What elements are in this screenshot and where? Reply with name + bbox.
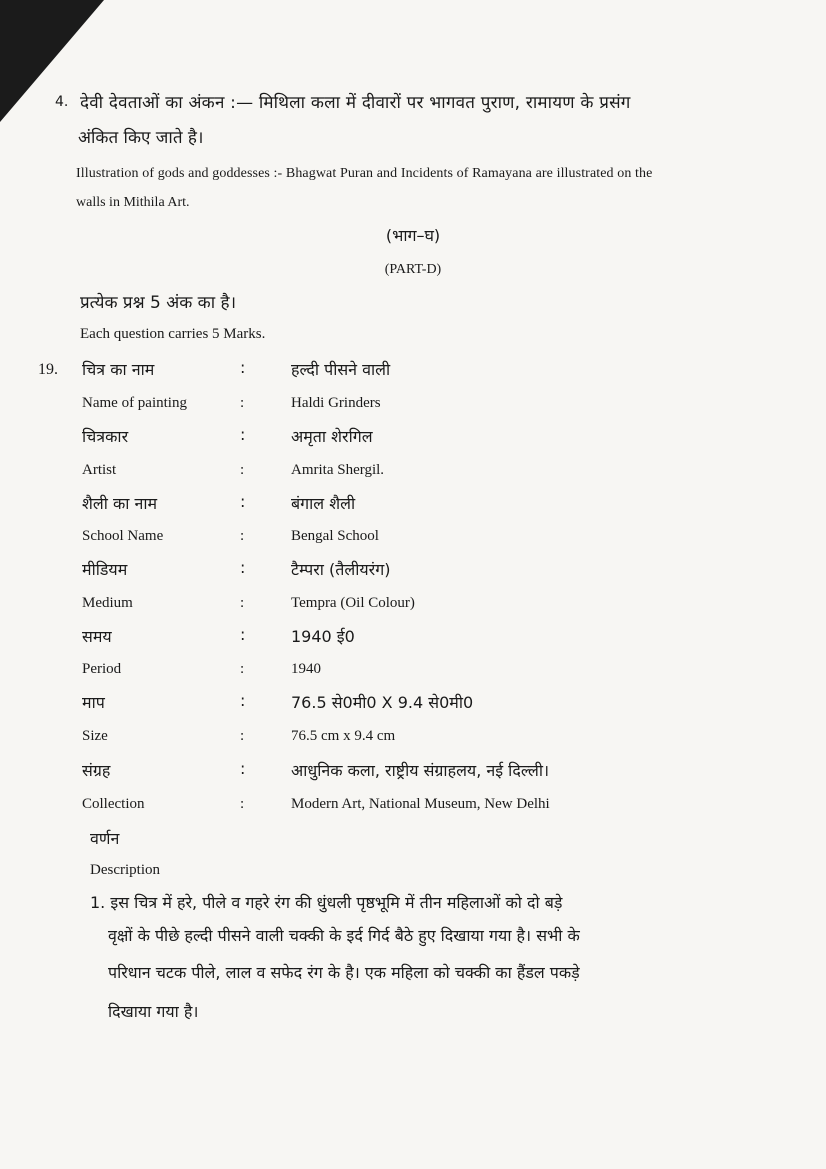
description-paragraph-line: 1. इस चित्र में हरे, पीले व गहरे रंग की धुंधली पृष्ठभूमि में तीन महिलाओं को दो बड़े <box>90 893 563 912</box>
row-label: संग्रह <box>82 761 111 780</box>
row-colon: : <box>240 728 245 744</box>
marks-note-hindi: प्रत्येक प्रश्न 5 अंक का है। <box>80 293 237 313</box>
detail-row <box>0 759 826 781</box>
row-value: टैम्परा (तैलीयरंग) <box>291 560 391 579</box>
row-value: बंगाल शैली <box>291 494 356 513</box>
row-label: School Name <box>82 528 164 544</box>
detail-row <box>0 595 826 617</box>
row-colon: : <box>240 462 245 478</box>
detail-row <box>0 528 826 550</box>
detail-row <box>0 691 826 713</box>
row-colon: : <box>240 796 245 812</box>
q4-english-line-2: walls in Mithila Art. <box>76 195 190 210</box>
row-value: 1940 ई0 <box>291 627 355 646</box>
row-colon: : <box>240 661 245 677</box>
row-colon: : <box>240 595 245 611</box>
row-value: Bengal School <box>291 528 379 544</box>
q4-hindi-line-2: अंकित किए जाते है। <box>78 128 204 148</box>
row-label: समय <box>82 627 112 646</box>
row-colon: : <box>240 425 246 444</box>
row-label: Collection <box>82 796 145 812</box>
row-label: चित्रकार <box>82 427 129 446</box>
row-label: चित्र का नाम <box>82 360 155 379</box>
detail-row <box>0 558 826 580</box>
marks-note-english: Each question carries 5 Marks. <box>80 326 266 342</box>
description-paragraph-line: वृक्षों के पीछे हल्दी पीसने वाली चक्की के इर्द गिर्द बैठे हुए दिखाया गया है। सभी के <box>108 926 580 945</box>
detail-row <box>0 492 826 514</box>
detail-row <box>0 625 826 647</box>
description-paragraph-line: परिधान चटक पीले, लाल व सफेद रंग के है। एक महिला को चक्की का हैंडल पकड़े <box>108 963 580 982</box>
description-paragraph-line: दिखाया गया है। <box>108 1002 199 1021</box>
q4-english-line-1: Illustration of gods and goddesses :- Bhagwat Puran and Incidents of Ramayana are illustrated on the <box>76 166 653 181</box>
row-label: Size <box>82 728 108 744</box>
q4-hindi-line-1: देवी देवताओं का अंकन :— मिथिला कला में दीवारों पर भागवत पुराण, रामायण के प्रसंग <box>80 93 631 113</box>
row-value: 76.5 से0मी0 X 9.4 से0मी0 <box>291 693 474 712</box>
detail-row <box>0 728 826 750</box>
row-value: हल्दी पीसने वाली <box>291 360 391 379</box>
detail-row <box>0 661 826 683</box>
row-value: 76.5 cm x 9.4 cm <box>291 728 396 744</box>
detail-row <box>0 425 826 447</box>
description-heading-english: Description <box>90 862 160 878</box>
row-label: मीडियम <box>82 560 128 579</box>
description-heading-hindi: वर्णन <box>90 829 120 848</box>
row-label: माप <box>82 693 105 712</box>
row-value: Amrita Shergil. <box>291 462 385 478</box>
detail-row <box>0 358 826 380</box>
row-colon: : <box>240 358 246 377</box>
detail-row <box>0 395 826 417</box>
row-value: Modern Art, National Museum, New Delhi <box>291 796 550 812</box>
row-value: Tempra (Oil Colour) <box>291 595 415 611</box>
row-colon: : <box>240 528 245 544</box>
row-label: Name of painting <box>82 395 187 411</box>
row-label: Artist <box>82 462 117 478</box>
row-colon: : <box>240 691 246 710</box>
row-colon: : <box>240 759 246 778</box>
row-value: Haldi Grinders <box>291 395 381 411</box>
row-colon: : <box>240 558 246 577</box>
detail-row <box>0 796 826 818</box>
row-label: Period <box>82 661 122 677</box>
detail-row <box>0 462 826 484</box>
row-colon: : <box>240 492 246 511</box>
row-value: 1940 <box>291 661 321 677</box>
row-value: अमृता शेरगिल <box>291 427 373 446</box>
part-heading-english: (PART-D) <box>384 262 442 277</box>
row-colon: : <box>240 625 246 644</box>
row-label: शैली का नाम <box>82 494 158 513</box>
row-colon: : <box>240 395 245 411</box>
row-label: Medium <box>82 595 133 611</box>
part-heading-hindi: (भाग–घ) <box>385 226 441 245</box>
question-number: 19. <box>38 361 58 378</box>
q4-number: 4. <box>55 94 69 110</box>
row-value: आधुनिक कला, राष्ट्रीय संग्राहलय, नई दिल्ली। <box>291 761 550 780</box>
